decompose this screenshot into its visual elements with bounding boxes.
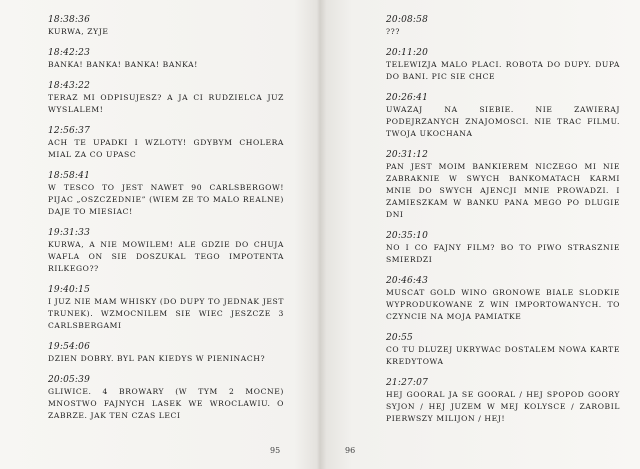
message-text: TERAZ MI ODPISUJESZ? A JA CI RUDZIELCA JUZ WYSLALEM!	[48, 93, 284, 114]
sms-message	[386, 275, 620, 323]
message-timestamp: 21:27:07	[386, 378, 429, 388]
message-text: CO TU DLUZEJ UKRYWAC DOSTALEM NOWA KARTE KREDYTOWA	[386, 345, 620, 366]
message-text: NO I CO FAJNY FILM? BO TO PIWO STRASZNIE SMIERDZI	[386, 243, 620, 264]
message-timestamp: 19:31:33	[48, 228, 91, 238]
message-text: PAN JEST MOIM BANKIEREM NICZEGO MI NIE ZABRAKNIE W SWYCH BANKOMATACH KARMI MNIE DO SWYCH AJENCJI MNIE PROWADZI. I ZAMIESZKAM W BANKU PANA MEGO PO DLUGIE DNI	[386, 162, 620, 219]
message-text: DZIEN DOBRY. BYL PAN KIEDYS W PIENINACH?	[48, 354, 266, 363]
sms-message	[48, 125, 284, 161]
message-text: MUSCAT GOLD WINO GRONOWE BIALE SLODKIE WYPRODUKOWANE Z WIN IMPORTOWANYCH. TO CZYNCIE NA MOJA PAMIATKE	[386, 288, 620, 321]
message-timestamp: 19:40:15	[48, 285, 91, 295]
sms-message	[386, 230, 620, 266]
message-timestamp: 20:26:41	[386, 93, 429, 103]
sms-message	[386, 332, 620, 368]
message-timestamp: 20:05:39	[48, 375, 91, 385]
message-text: ACH TE UPADKI I WZLOTY! GDYBYM CHOLERA MIAL ZA CO UPASC	[48, 138, 284, 159]
sms-message	[386, 377, 620, 425]
message-timestamp: 20:31:12	[386, 150, 429, 160]
message-timestamp: 19:54:06	[48, 342, 91, 352]
message-timestamp: 20:08:58	[386, 15, 429, 25]
sms-message	[48, 227, 284, 275]
message-timestamp: 20:11:20	[386, 48, 429, 58]
sms-message	[48, 80, 284, 116]
sms-message	[48, 341, 284, 365]
sms-message	[48, 14, 284, 38]
message-timestamp: 18:38:36	[48, 15, 91, 25]
sms-message	[386, 149, 620, 221]
sms-message	[386, 92, 620, 140]
message-text: TELEWIZJA MALO PLACI. ROBOTA DO DUPY. DUPA DO BANI. PIC SIE CHCE	[386, 60, 620, 81]
message-text: HEJ GOORAL JA SE GOORAL / HEJ SPOPOD GOORY SYJON / HEJ JUZEM W MEJ KOLYSCE / ZAROBIL PIERWSZY MILIJON / HEJ!	[386, 390, 620, 423]
message-timestamp: 18:58:41	[48, 171, 91, 181]
message-text: W TESCO TO JEST NAWET 90 CARLSBERGOW! PIJAC „OSZCZEDNIE” (WIEM ZE TO MALO REALNE) DAJE TO MIESIAC!	[48, 183, 284, 216]
message-text: I JUZ NIE MAM WHISKY (DO DUPY TO JEDNAK JEST TRUNEK). WZMOCNILEM SIE WIEC JESZCZE 3 CARLSBERGAMI	[48, 297, 284, 330]
sms-message	[386, 47, 620, 83]
message-text: ???	[386, 27, 401, 36]
message-list	[48, 14, 284, 431]
message-timestamp: 20:46:43	[386, 276, 429, 286]
page-number: 95	[270, 446, 281, 455]
message-list	[386, 14, 620, 434]
message-timestamp: 18:42:23	[48, 48, 91, 58]
page-number: 96	[345, 446, 356, 455]
message-text: BANKA! BANKA! BANKA! BANKA!	[48, 60, 198, 69]
message-timestamp: 18:43:22	[48, 81, 91, 91]
message-text: GLIWICE. 4 BROWARY (W TYM 2 MOCNE) MNOSTWO FAJNYCH LASEK WE WROCLAWIU. O ZABRZE. JAK TEN CZAS LECI	[48, 387, 284, 420]
message-text: KURWA, A NIE MOWILEM! ALE GDZIE DO CHUJA WAFLA ON SIE DOSZUKAL TEGO IMPOTENTA RILKEGO??	[48, 240, 284, 273]
right-page	[320, 0, 640, 469]
sms-message	[48, 374, 284, 422]
message-timestamp: 20:35:10	[386, 231, 429, 241]
message-timestamp: 20:55	[386, 333, 413, 343]
message-text: KURWA, ZYJE	[48, 27, 109, 36]
message-text: UWAZAJ NA SIEBIE. NIE ZAWIERAJ PODEJRZANYCH ZNAJOMOSCI. NIE TRAC FILMU. TWOJA UKOCHANA	[386, 105, 620, 138]
message-timestamp: 12:56:37	[48, 126, 91, 136]
sms-message	[386, 14, 620, 38]
sms-message	[48, 47, 284, 71]
sms-message	[48, 170, 284, 218]
sms-message	[48, 284, 284, 332]
